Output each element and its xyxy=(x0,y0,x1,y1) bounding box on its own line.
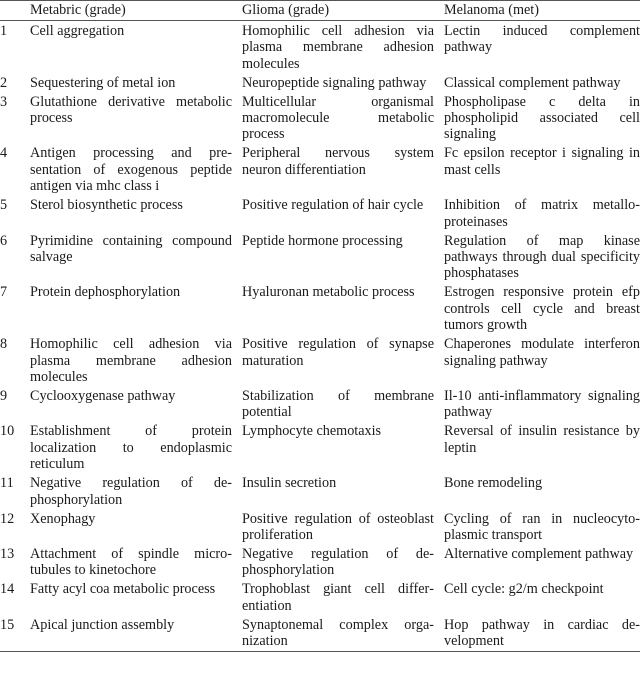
table-row xyxy=(0,196,640,231)
rank-cell: 2 xyxy=(0,74,8,91)
table-row xyxy=(0,231,640,283)
metabric-cell: Xenophagy xyxy=(30,510,96,527)
metabric-cell: Homophilic cell adhesion via plasma membrane adhesion molecules xyxy=(30,336,232,385)
rank-cell: 13 xyxy=(0,546,15,563)
table-row xyxy=(0,616,640,652)
metabric-cell: Negative regulation of dephosphorylation xyxy=(30,475,232,508)
rank-cell: 9 xyxy=(0,387,8,404)
table-row xyxy=(0,422,640,474)
header-row xyxy=(0,1,640,21)
melanoma-cell: Chaperones modulate interferon signaling pathway xyxy=(444,336,640,369)
melanoma-cell: Il-10 anti-inflammatory signaling pathway xyxy=(444,387,640,421)
rank-cell: 4 xyxy=(0,145,8,162)
rank-cell: 14 xyxy=(0,581,15,598)
glioma-cell: Trophoblast giant cell differentiation xyxy=(242,581,434,614)
rank-cell: 8 xyxy=(0,336,8,353)
header-melanoma: Melanoma (met) xyxy=(444,2,539,18)
melanoma-cell: Inhibition of matrix metalloproteinases xyxy=(444,197,640,230)
header-metabric: Metabric (grade) xyxy=(30,2,126,18)
melanoma-cell: Lectin induced complement pathway xyxy=(444,22,640,56)
melanoma-cell: Phospholipase c delta in phospholipid associated cell signaling xyxy=(444,93,640,143)
metabric-cell: Protein dephosphorylation xyxy=(30,284,181,301)
glioma-cell: Positive regulation of hair cycle xyxy=(242,197,424,214)
glioma-cell: Hyaluronan metabolic process xyxy=(242,284,415,301)
melanoma-cell: Classical complement pathway xyxy=(444,74,621,91)
table-row xyxy=(0,509,640,544)
glioma-cell: Neuropeptide signaling pathway xyxy=(242,74,427,91)
melanoma-cell: Estrogen responsive protein efp controls cell cycle and breast tumors growth xyxy=(444,284,640,334)
glioma-cell: Insulin secretion xyxy=(242,475,337,492)
melanoma-cell: Fc epsilon receptor i signaling in mast cells xyxy=(444,145,640,178)
melanoma-cell: Reversal of insulin resistance by leptin xyxy=(444,423,640,456)
header-rank xyxy=(0,1,30,21)
metabric-cell: Glutathione derivative metabolic process xyxy=(30,93,232,126)
rank-cell: 11 xyxy=(0,475,14,492)
metabric-cell: Sterol biosynthetic process xyxy=(30,197,183,214)
glioma-cell: Multicellular organismal macromolecule metabolic process xyxy=(242,93,434,143)
rank-cell: 7 xyxy=(0,284,8,301)
metabric-cell: Sequestering of metal ion xyxy=(30,74,176,91)
table-row xyxy=(0,21,640,73)
melanoma-cell: Cycling of ran in nucleocytoplasmic transport xyxy=(444,510,640,544)
rank-cell: 12 xyxy=(0,510,15,527)
table-row xyxy=(0,283,640,335)
metabric-cell: Antigen processing and presentation of exogenous peptide antigen via mhc class i xyxy=(30,145,232,195)
glioma-cell: Homophilic cell adhesion via plasma membrane adhesion molecules xyxy=(242,22,434,72)
melanoma-cell: Alternative complement pathway xyxy=(444,546,634,563)
glioma-cell: Lymphocyte chemotaxis xyxy=(242,423,382,440)
metabric-cell: Pyrimidine containing compound salvage xyxy=(30,232,232,265)
table-row xyxy=(0,335,640,387)
metabric-cell: Fatty acyl coa metabolic process xyxy=(30,581,216,598)
melanoma-cell: Cell cycle: g2/m checkpoint xyxy=(444,581,604,598)
table-row xyxy=(0,474,640,509)
rank-cell: 6 xyxy=(0,232,8,249)
glioma-cell: Positive regulation of osteoblast proliferation xyxy=(242,510,434,544)
metabric-cell: Establishment of protein localization to endoplasmic reticulum xyxy=(30,423,232,473)
table-row xyxy=(0,92,640,144)
header-glioma: Glioma (grade) xyxy=(242,2,330,18)
table-row xyxy=(0,580,640,615)
rank-cell: 10 xyxy=(0,423,15,440)
table-row xyxy=(0,73,640,92)
metabric-cell: Attachment of spindle microtubules to kinetochore xyxy=(30,546,232,579)
glioma-cell: Peripheral nervous system neuron differentiation xyxy=(242,145,434,178)
glioma-cell: Peptide hormone processing xyxy=(242,232,403,249)
metabric-cell: Cyclooxygenase pathway xyxy=(30,387,176,404)
glioma-cell: Synaptonemal complex organization xyxy=(242,616,434,650)
glioma-cell: Negative regulation of dephosphorylation xyxy=(242,546,434,579)
rank-cell: 5 xyxy=(0,197,8,214)
table-row xyxy=(0,144,640,196)
rank-cell: 1 xyxy=(0,22,8,39)
rank-cell: 3 xyxy=(0,93,8,110)
metabric-cell: Apical junction assembly xyxy=(30,616,175,633)
melanoma-cell: Hop pathway in cardiac development xyxy=(444,616,640,650)
melanoma-cell: Bone remodeling xyxy=(444,475,543,492)
table-row xyxy=(0,545,640,580)
glioma-cell: Stabilization of membrane potential xyxy=(242,387,434,421)
metabric-cell: Cell aggregation xyxy=(30,22,125,39)
rank-cell: 15 xyxy=(0,616,15,633)
melanoma-cell: Regulation of map kinase pathways through dual specificity phosphatases xyxy=(444,232,640,282)
table-row xyxy=(0,387,640,422)
glioma-cell: Positive regulation of synapse maturation xyxy=(242,336,434,369)
